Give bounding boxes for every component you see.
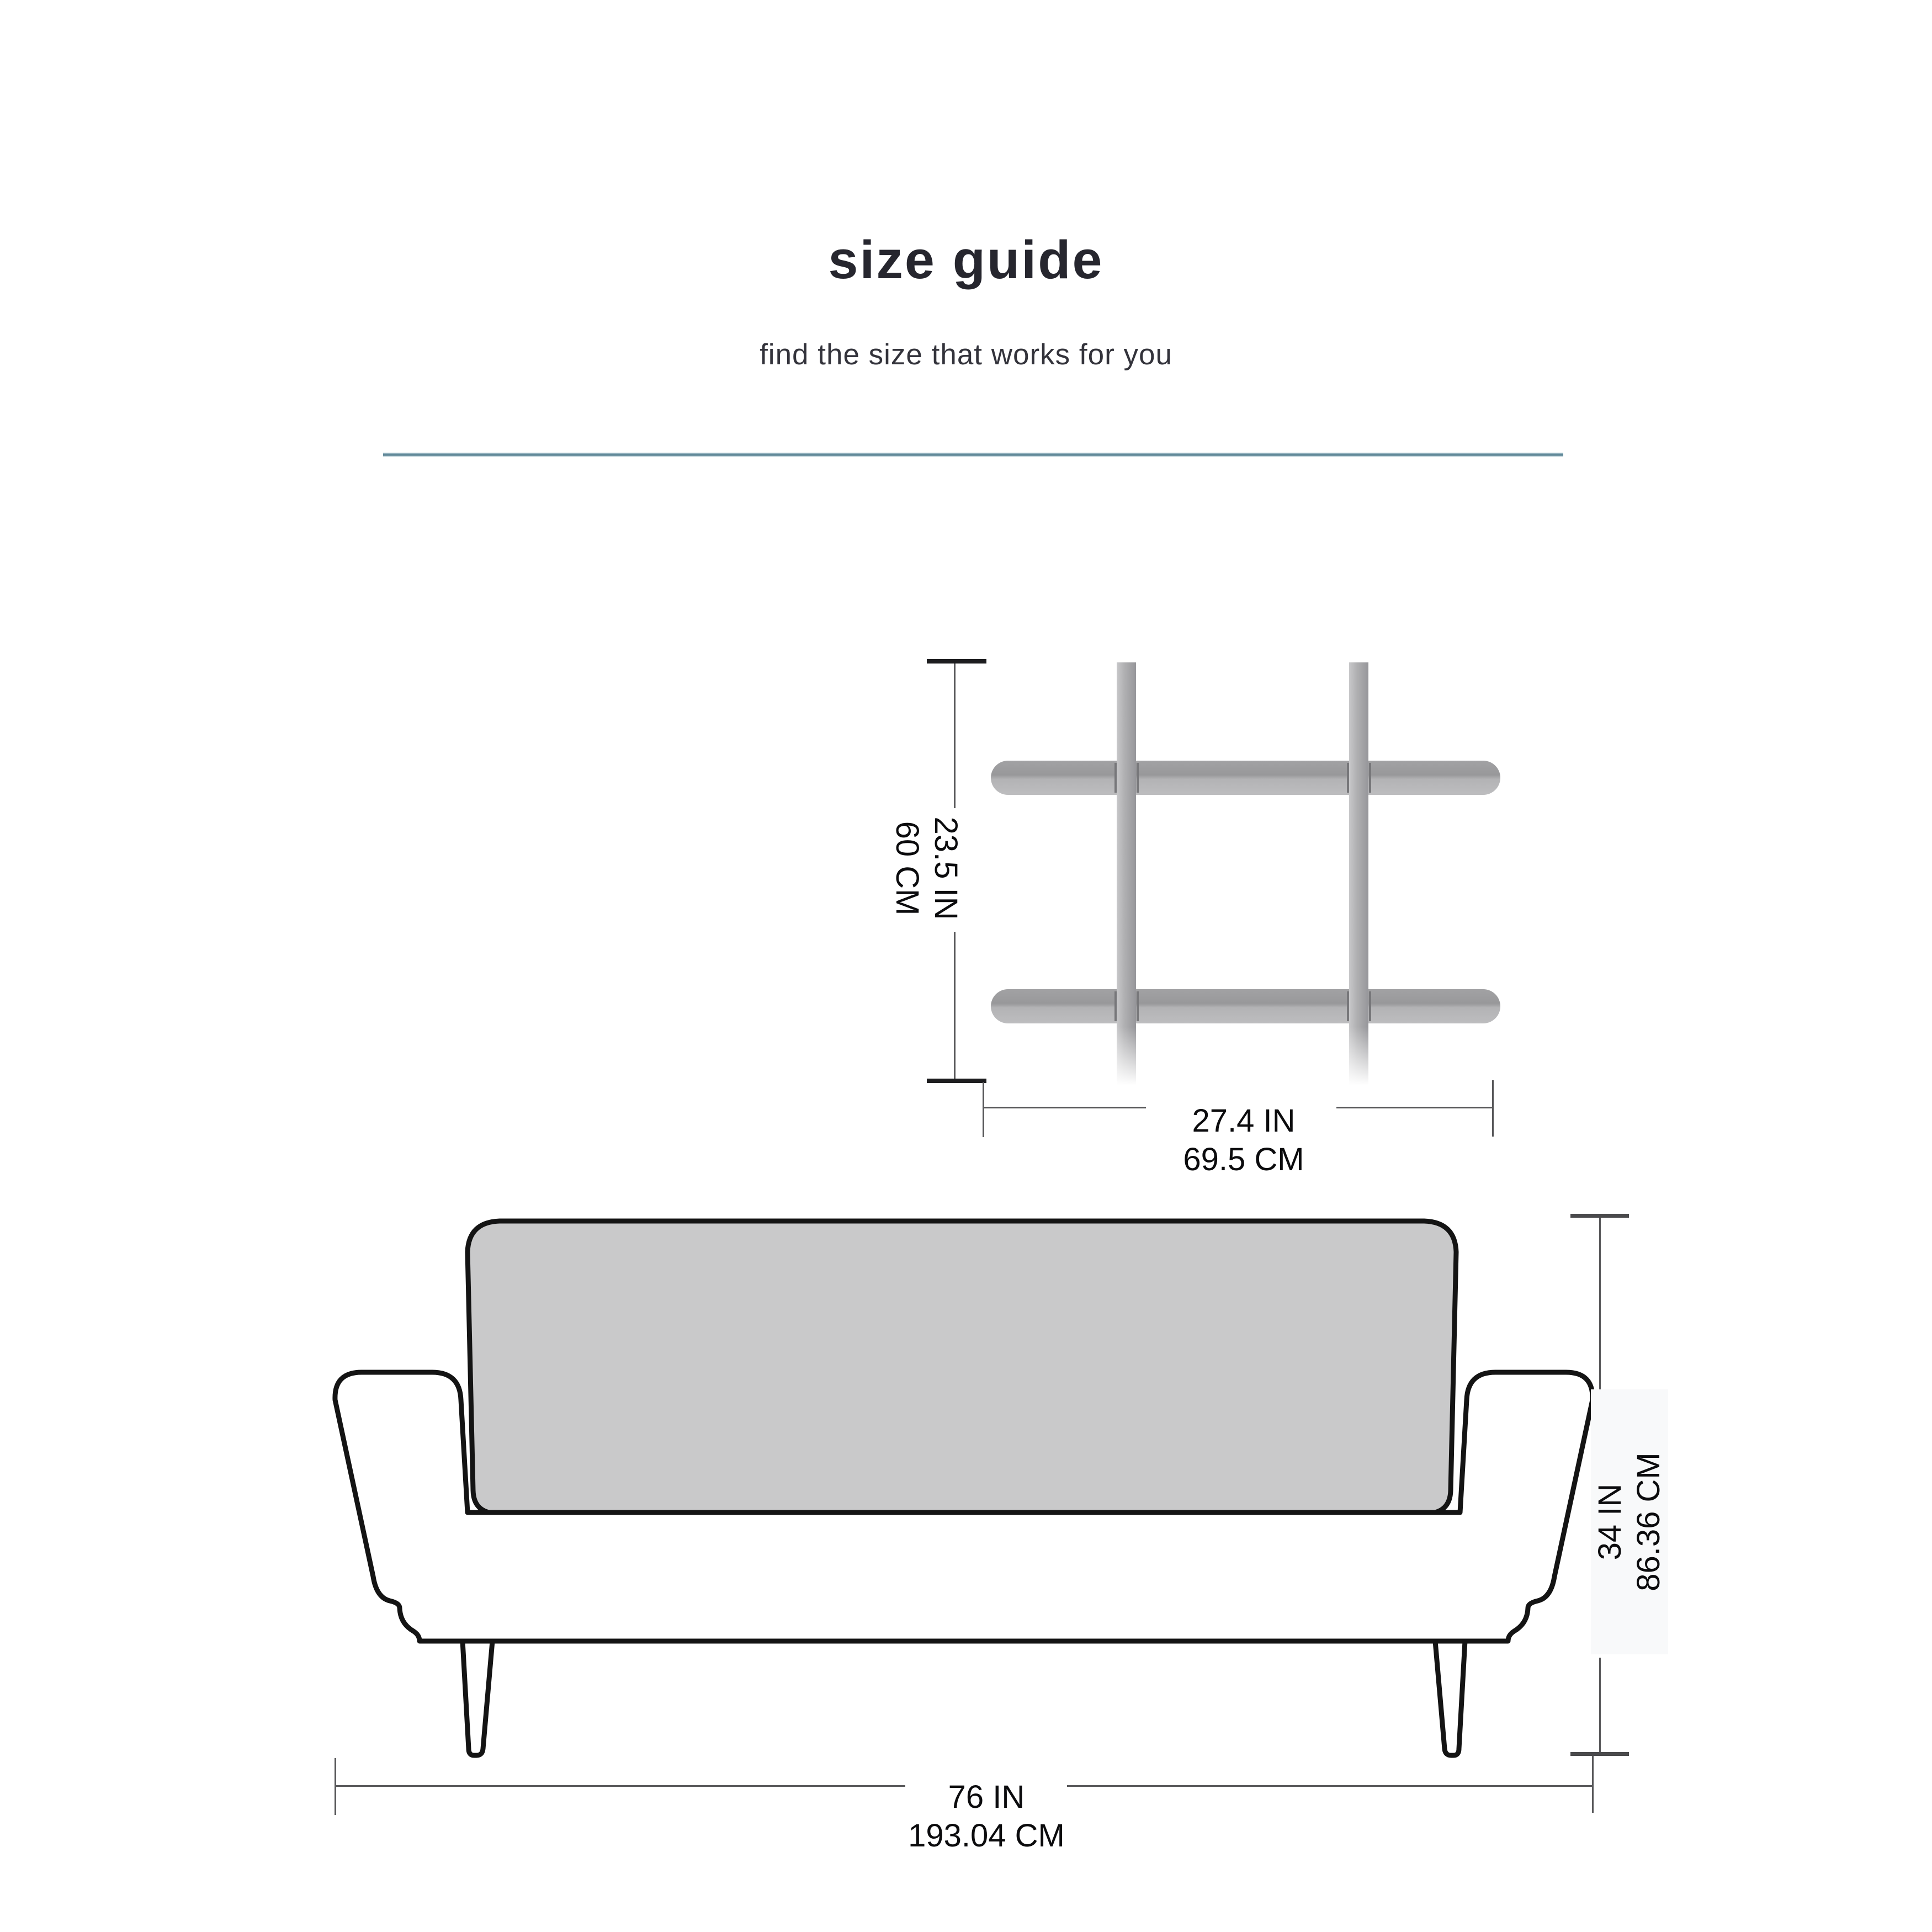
sofa-leg-left bbox=[463, 1641, 492, 1755]
page-title: size guide bbox=[828, 230, 1104, 290]
dim-line bbox=[1599, 1218, 1601, 1390]
shelf-height-inches: 23.5 IN bbox=[928, 816, 964, 920]
sofa-width-cm: 193.04 CM bbox=[908, 1818, 1065, 1854]
sofa-back-cushion bbox=[468, 1221, 1456, 1514]
sofa-leg-right bbox=[1435, 1641, 1465, 1755]
shelf-height-cm: 60 CM bbox=[889, 821, 925, 916]
shelf-width-inches: 27.4 IN bbox=[1192, 1103, 1296, 1139]
dim-cap-top bbox=[1570, 1214, 1629, 1218]
sofa-height-label bbox=[1591, 1389, 1668, 1654]
sofa-height-inches: 34 IN bbox=[1592, 1483, 1628, 1561]
dim-cap-bottom bbox=[1570, 1752, 1629, 1756]
page-subtitle: find the size that works for you bbox=[760, 338, 1172, 371]
shelf-width-cm: 69.5 CM bbox=[1183, 1142, 1304, 1177]
dim-line bbox=[1067, 1785, 1593, 1787]
sofa-width-inches: 76 IN bbox=[948, 1779, 1025, 1815]
dim-tick-right bbox=[1592, 1756, 1594, 1813]
dim-line bbox=[1599, 1658, 1601, 1754]
sofa-height-cm: 86.36 CM bbox=[1631, 1452, 1666, 1591]
sofa-width-label bbox=[848, 1778, 1124, 1855]
dim-line bbox=[336, 1785, 905, 1787]
